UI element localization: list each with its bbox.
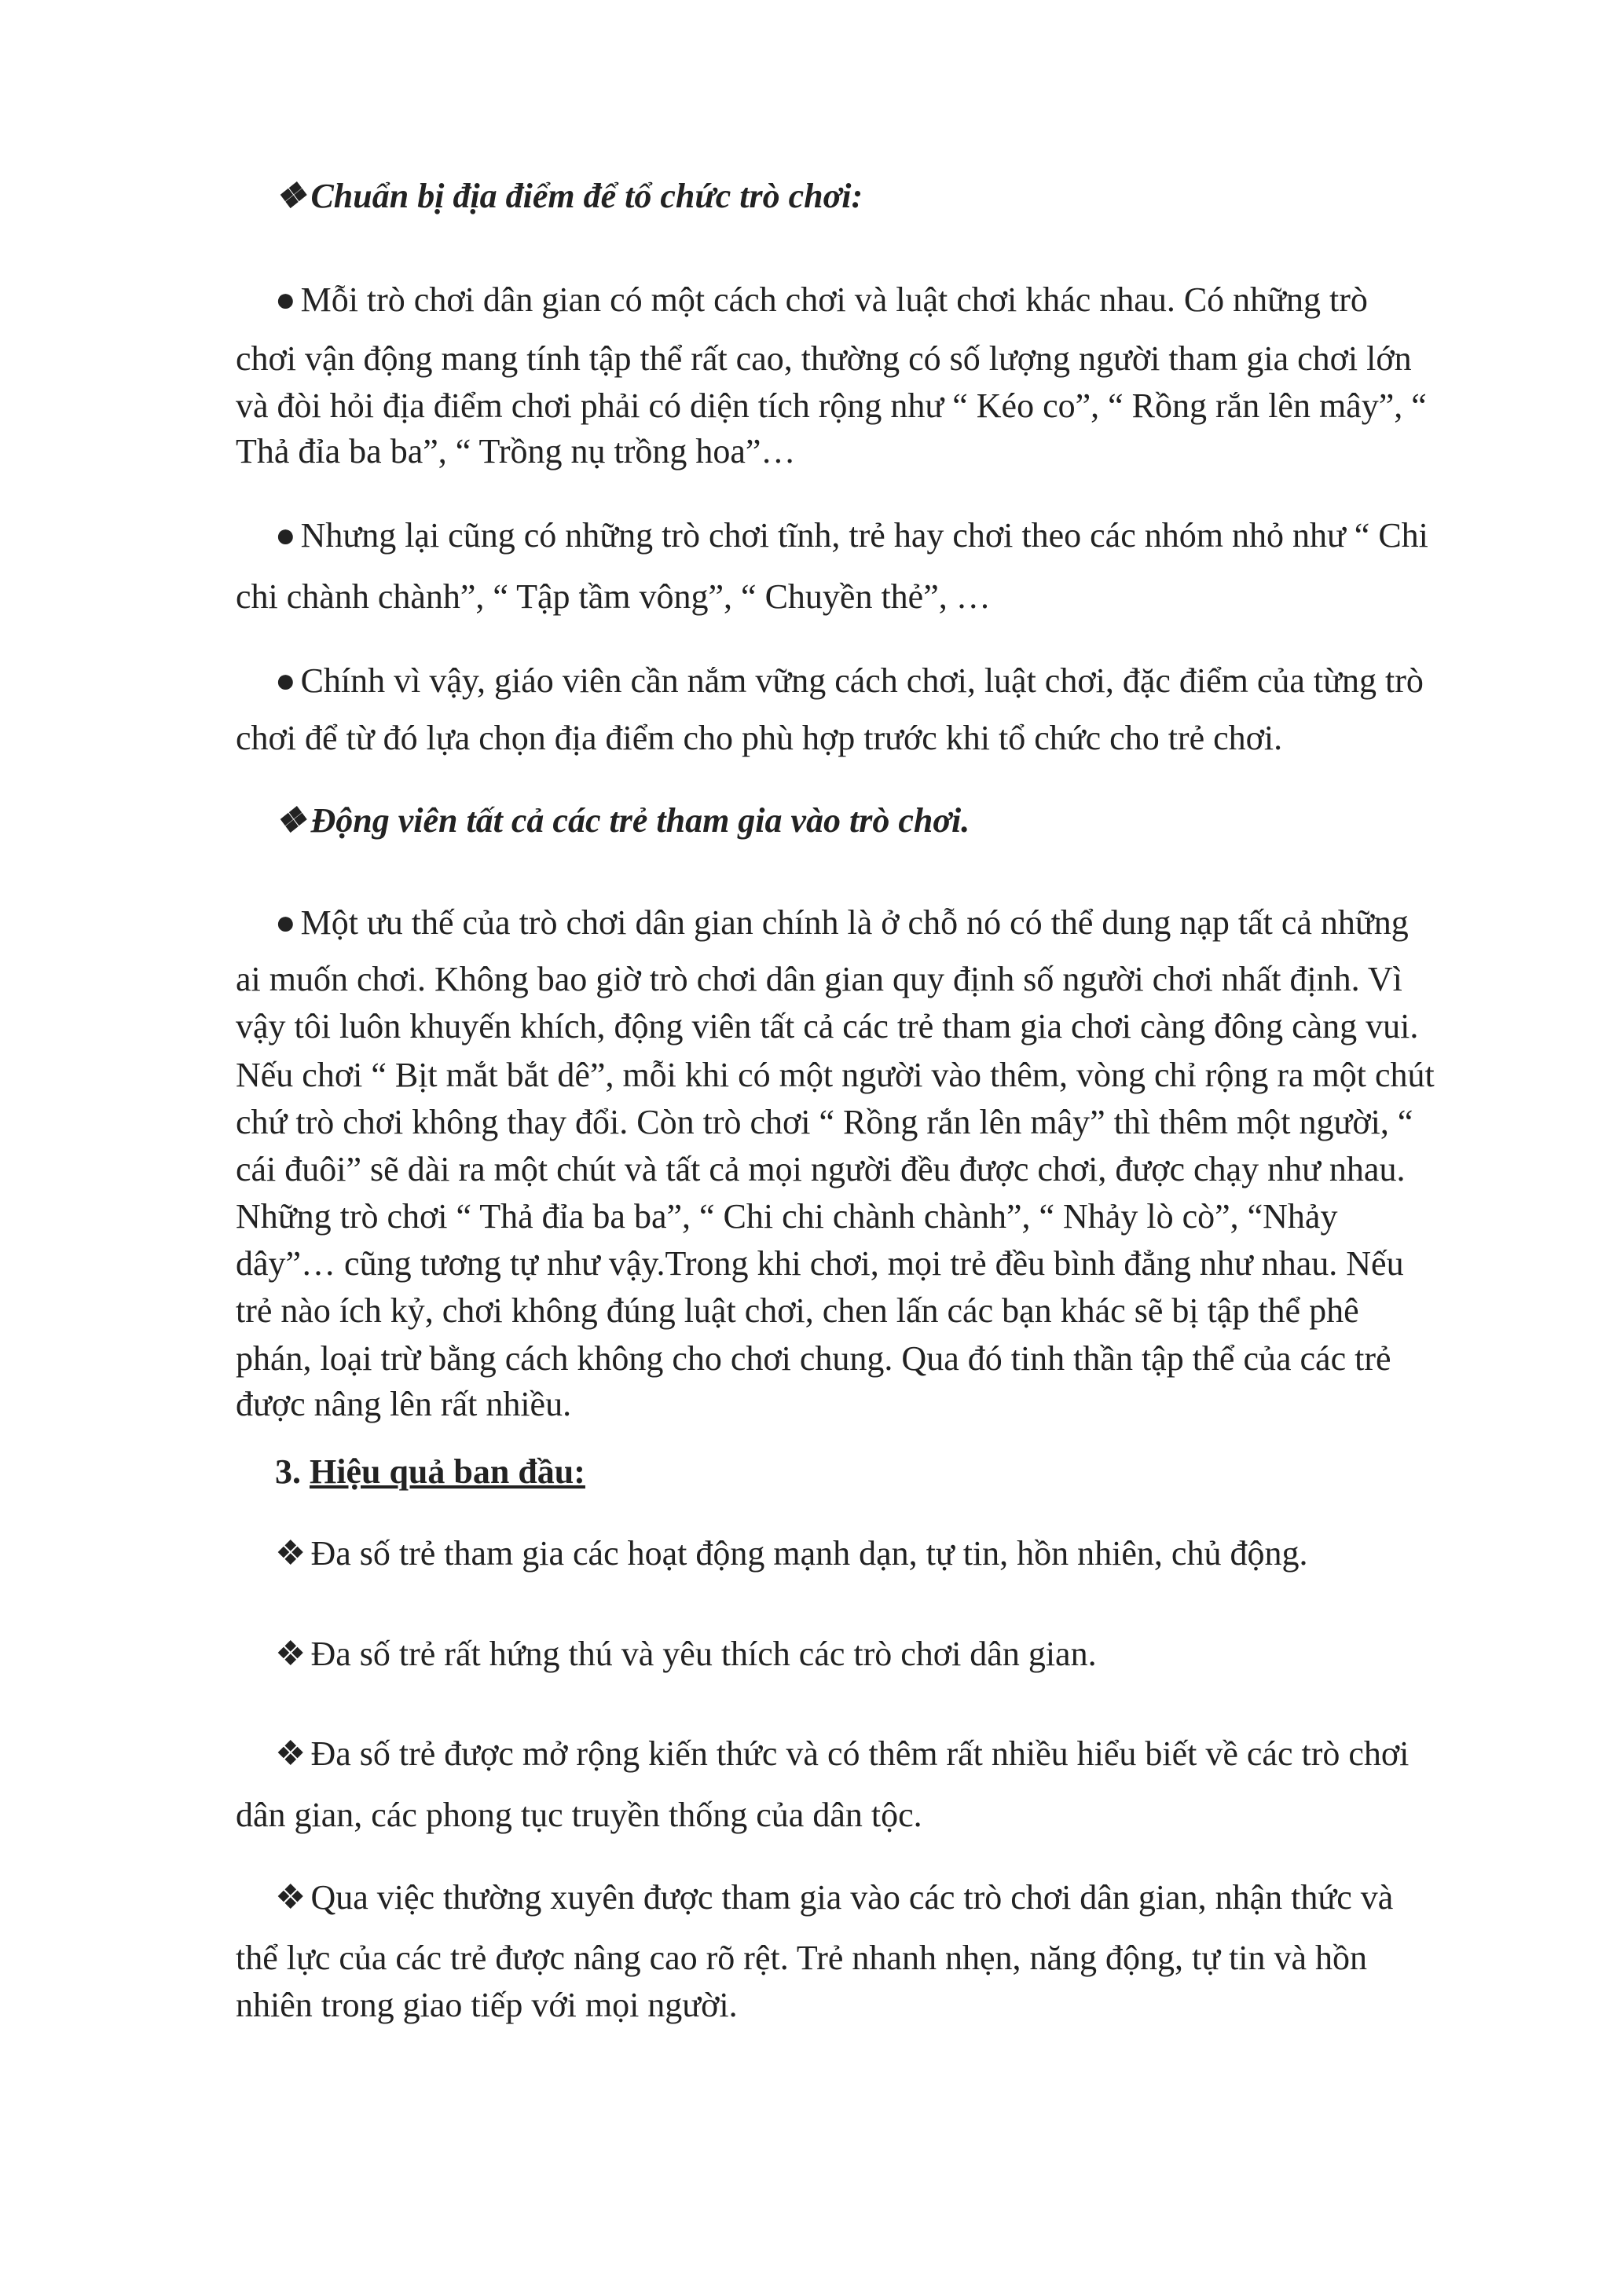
paragraph-line: và đòi hỏi địa điểm chơi phải có diện tích rộng như “ Kéo co”, “ Rồng rắn lên mây”, “ — [236, 386, 1427, 425]
circle-bullet-icon: ● — [275, 903, 296, 942]
paragraph-line: Nếu chơi “ Bịt mắt bắt dê”, mỗi khi có một người vào thêm, vòng chỉ rộng ra một chút — [236, 1056, 1435, 1094]
paragraph-line: được nâng lên rất nhiều. — [236, 1385, 572, 1423]
result-item: ❖ Qua việc thường xuyên được tham gia vào các trò chơi dân gian, nhận thức và — [275, 1876, 1393, 1920]
diamond-bullet-icon: ❖ — [275, 801, 306, 840]
paragraph-line: chứ trò chơi không thay đổi. Còn trò chơi “ Rồng rắn lên mây” thì thêm một người, “ — [236, 1103, 1413, 1141]
diamond-bullet-icon: ❖ — [275, 1635, 306, 1673]
paragraph-line: ● Chính vì vậy, giáo viên cần nắm vững cách chơi, luật chơi, đặc điểm của từng trò — [275, 659, 1424, 703]
paragraph-line: vậy tôi luôn khuyến khích, động viên tất cả các trẻ tham gia chơi càng đông càng vui. — [236, 1007, 1419, 1045]
paragraph-line: nhiên trong giao tiếp với mọi người. — [236, 1986, 738, 2024]
paragraph-line: ai muốn chơi. Không bao giờ trò chơi dân gian quy định số người chơi nhất định. Vì — [236, 960, 1402, 998]
paragraph-line: chi chành chành”, “ Tập tầm vông”, “ Chuyền thẻ”, … — [236, 577, 991, 616]
paragraph-line: thể lực của các trẻ được nâng cao rõ rệt. Trẻ nhanh nhẹn, năng động, tự tin và hồn — [236, 1939, 1368, 1977]
paragraph-line: phán, loại trừ bằng cách không cho chơi chung. Qua đó tinh thần tập thể của các trẻ — [236, 1339, 1391, 1378]
section-heading-prepare: ❖ Chuẩn bị địa điểm để tổ chức trò chơi: — [275, 174, 863, 218]
circle-bullet-icon: ● — [275, 516, 296, 555]
section-heading-encourage: ❖ Động viên tất cả các trẻ tham gia vào trò chơi. — [275, 799, 970, 843]
result-item: ❖ Đa số trẻ được mở rộng kiến thức và có thêm rất nhiều hiểu biết về các trò chơi — [275, 1732, 1409, 1776]
circle-bullet-icon: ● — [275, 280, 296, 319]
circle-bullet-icon: ● — [275, 661, 296, 700]
diamond-bullet-icon: ❖ — [275, 1878, 306, 1917]
paragraph-line: Những trò chơi “ Thả đỉa ba ba”, “ Chi chi chành chành”, “ Nhảy lò cò”, “Nhảy — [236, 1197, 1338, 1236]
paragraph-line: ● Nhưng lại cũng có những trò chơi tĩnh, trẻ hay chơi theo các nhóm nhỏ như “ Chi — [275, 514, 1428, 558]
diamond-bullet-icon: ❖ — [275, 177, 306, 215]
result-item: ❖ Đa số trẻ rất hứng thú và yêu thích các trò chơi dân gian. — [275, 1632, 1097, 1676]
section-heading-results: 3. Hiệu quả ban đầu: — [275, 1452, 585, 1491]
paragraph-line: chơi vận động mang tính tập thể rất cao, thường có số lượng người tham gia chơi lớn — [236, 339, 1412, 378]
paragraph-line: chơi để từ đó lựa chọn địa điểm cho phù hợp trước khi tổ chức cho trẻ chơi. — [236, 719, 1283, 757]
paragraph-line: trẻ nào ích kỷ, chơi không đúng luật chơi, chen lấn các bạn khác sẽ bị tập thể phê — [236, 1291, 1359, 1330]
paragraph-line: dân gian, các phong tục truyền thống của dân tộc. — [236, 1796, 922, 1834]
diamond-bullet-icon: ❖ — [275, 1534, 306, 1573]
paragraph-line: cái đuôi” sẽ dài ra một chút và tất cả mọi người đều được chơi, được chạy như nhau. — [236, 1150, 1406, 1188]
result-item: ❖ Đa số trẻ tham gia các hoạt động mạnh dạn, tự tin, hồn nhiên, chủ động. — [275, 1532, 1307, 1576]
paragraph-line: dây”… cũng tương tự như vậy.Trong khi chơi, mọi trẻ đều bình đẳng như nhau. Nếu — [236, 1244, 1404, 1283]
diamond-bullet-icon: ❖ — [275, 1734, 306, 1773]
paragraph-line: Thả đỉa ba ba”, “ Trồng nụ trồng hoa”… — [236, 432, 796, 471]
paragraph-line: ● Mỗi trò chơi dân gian có một cách chơi và luật chơi khác nhau. Có những trò — [275, 278, 1368, 322]
paragraph-line: ● Một ưu thế của trò chơi dân gian chính là ở chỗ nó có thể dung nạp tất cả những — [275, 901, 1409, 945]
